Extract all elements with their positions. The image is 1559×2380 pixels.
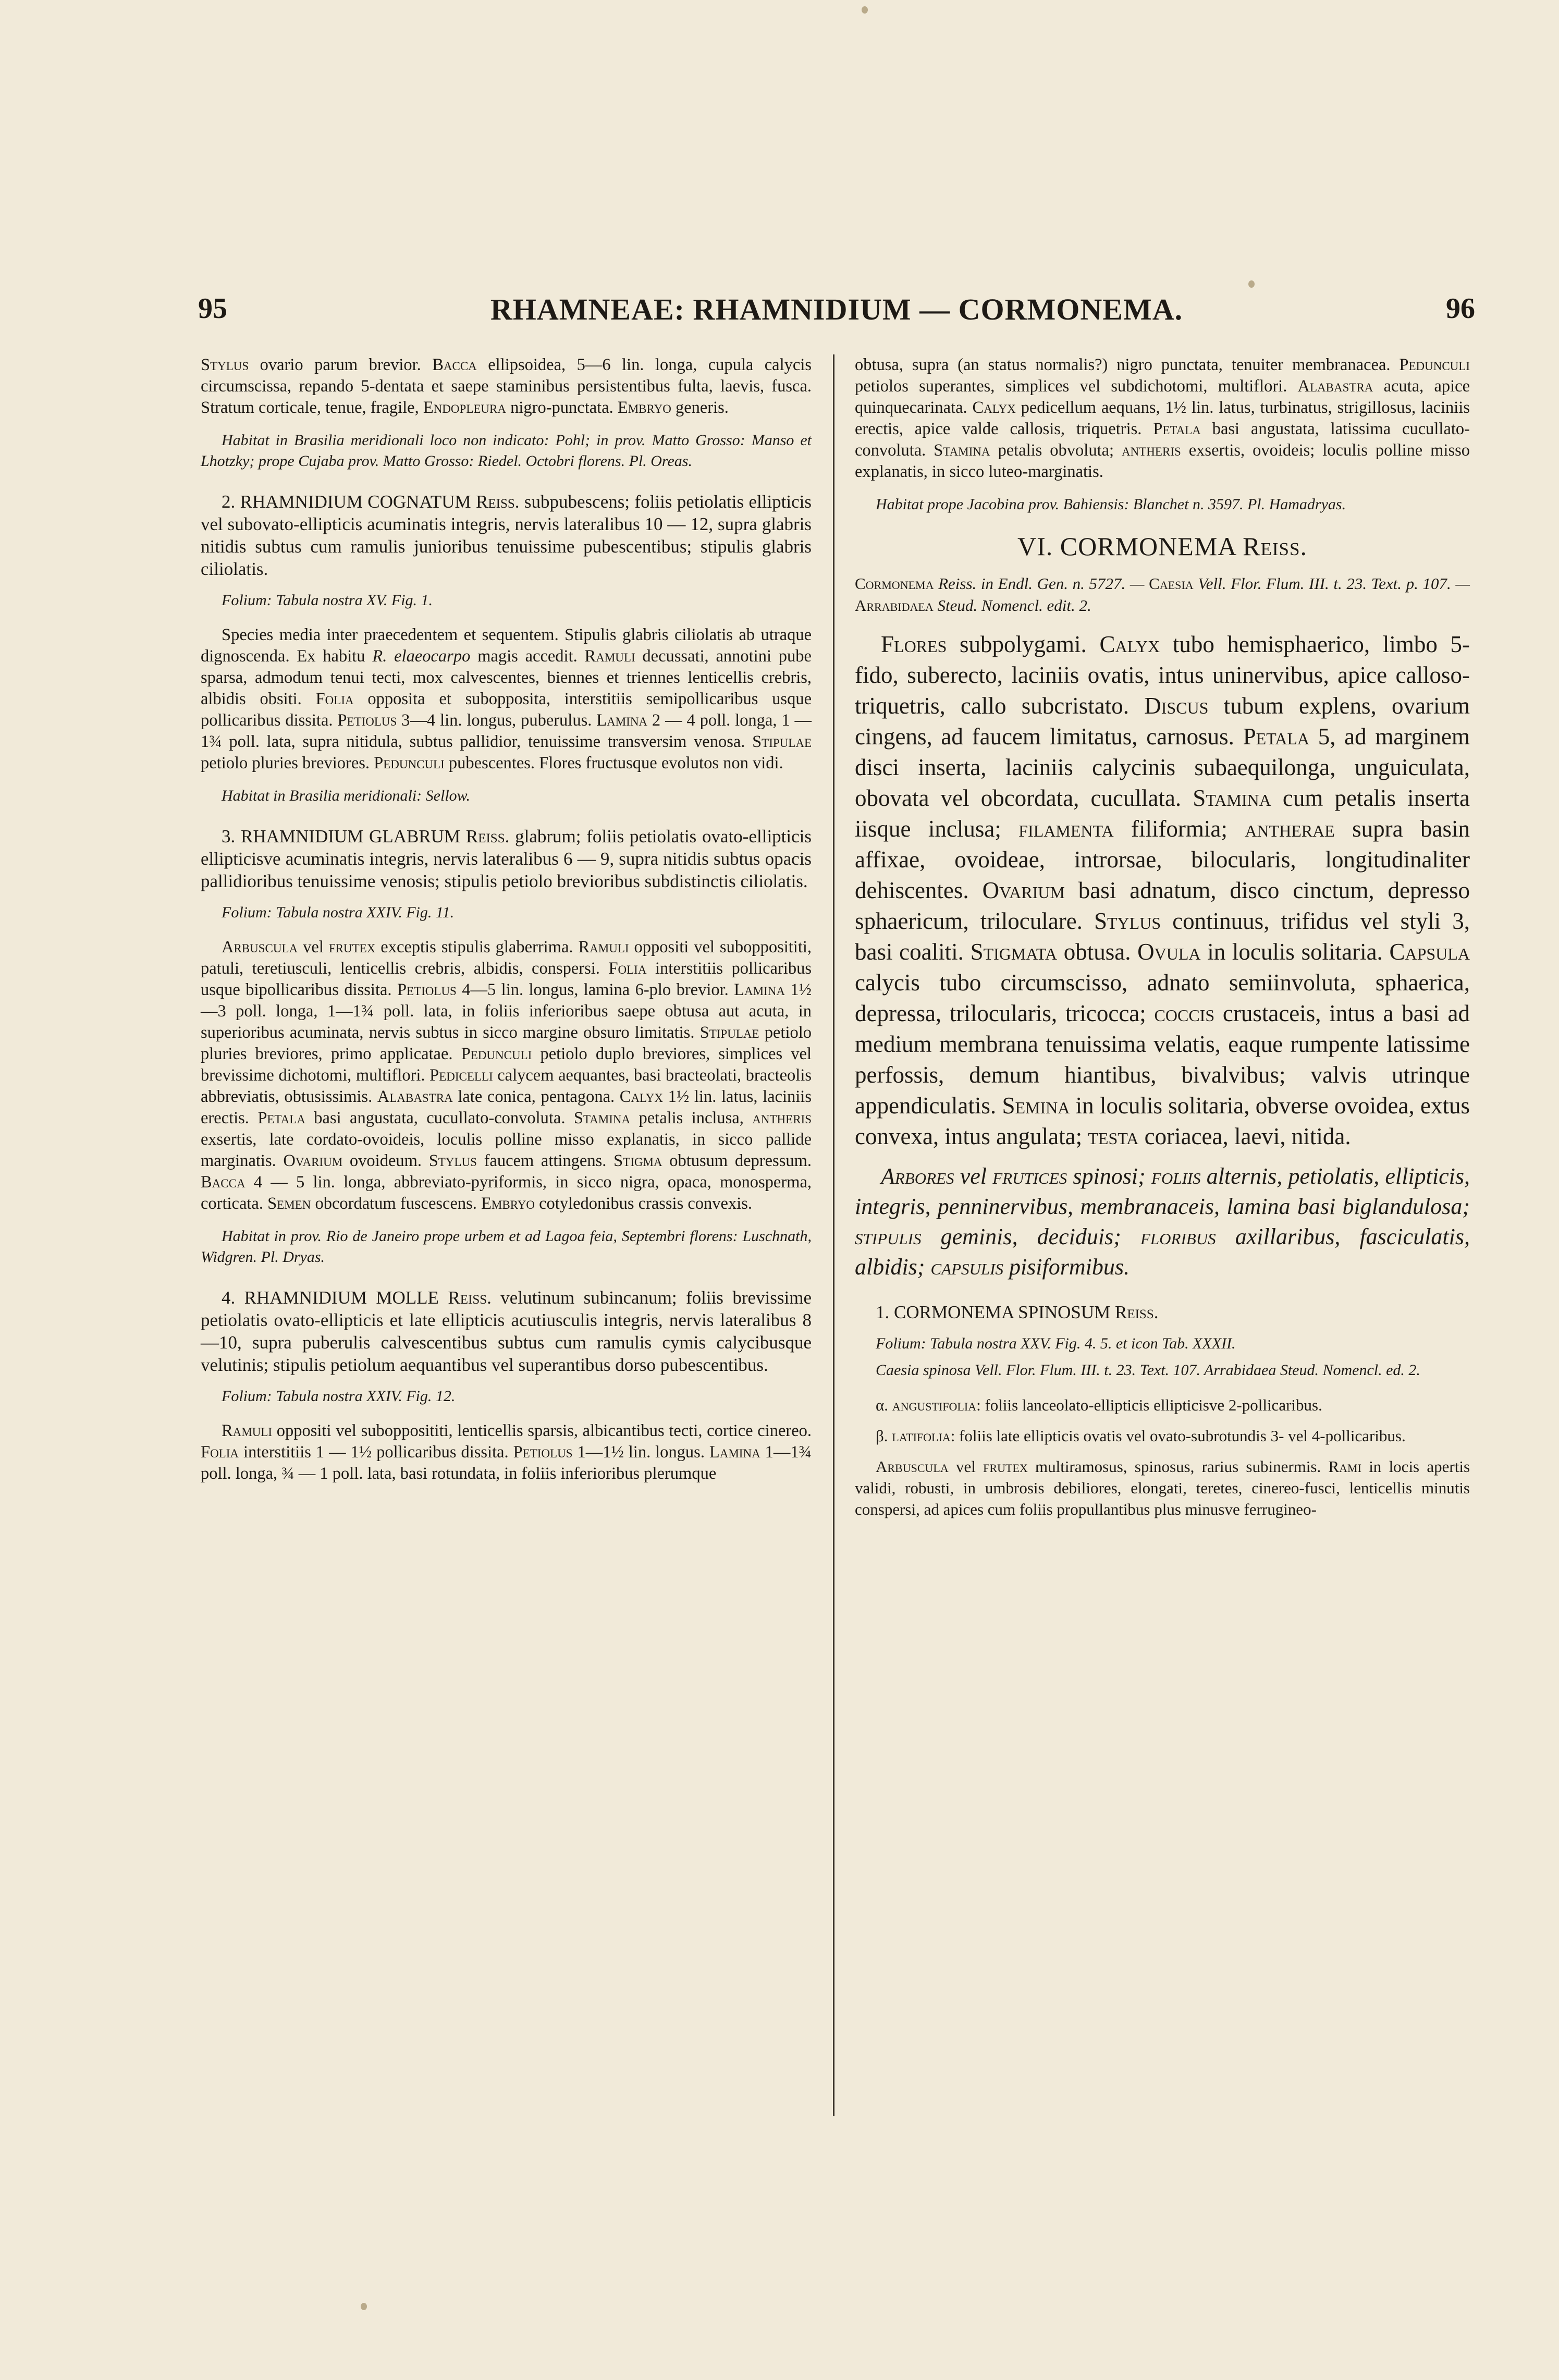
page-speck: [862, 6, 868, 14]
genus-heading: VI. CORMONEMA Reiss.: [1017, 532, 1307, 561]
column-rule: [833, 354, 834, 2116]
paragraph: Ramuli oppositi vel subopposititi, lenticellis sparsis, albicantibus tecti, cortice cinereo. Folia interstitiis 1 — 1½ pollicaribus dissita. Petiolus 1—1½ lin. longus. Lamina 1—1¾ poll. longa, ¾ — 1 poll. lata, basi rotundata, in foliis inferioribus plerumque: [201, 1421, 812, 1483]
running-title: RHAMNEAE: RHAMNIDIUM — CORMONEMA.: [490, 292, 1183, 326]
habitat-note: Habitat prope Jacobina prov. Bahiensis: Blanchet n. 3597. Pl. Hamadryas.: [876, 496, 1346, 513]
paragraph: Species media inter praecedentem et sequentem. Stipulis glabris ciliolatis ab utraque dignoscenda. Ex habitu R. elaeocarpo magis accedit. Ramuli decussati, annotini pube sparsa, admodum tenui tecti, mox calvescentes, biennes et triennes lenticellis crebris, albidis obsiti. Folia opposita et subopposita, interstitiis semipollicaribus usque pollicaribus dissita. Petiolus 3—4 lin. longus, puberulus. Lamina 2 — 4 poll. longa, 1 — 1¾ poll. lata, supra nitidula, subtus pallidior, tenuissime transversim venosa. Stipulae petiolo pluries breviores. Pedunculi pubescentes. Flores fructusque evolutos non vidi.: [201, 625, 812, 772]
habitat-note: Habitat in Brasilia meridionali: Sellow.: [222, 787, 470, 804]
paragraph: obtusa, supra (an status normalis?) nigro punctata, tenuiter membranacea. Pedunculi petiolos superantes, simplices vel subdichotomi, multiflori. Alabastra acuta, apice quinquecarinata. Calyx pedicellum aequans, 1½ lin. latus, turbinatus, strigillosus, laciniis erectis, apice valde callosis, triquetris. Petala basi angustata, latissima cucullato-convoluta. Stamina petalis obvoluta; antheris exsertis, ovoideis; loculis polline misso explanatis, in sicco luteo-marginatis.: [855, 355, 1470, 481]
figure-reference: Folium: Tabula nostra XXIV. Fig. 11.: [222, 904, 455, 921]
synonymy: Cormonema Reiss. in Endl. Gen. n. 5727. — Caesia Vell. Flor. Flum. III. t. 23. Text. p. 107. — Arrabidaea Steud. Nomencl. edit. 2.: [855, 574, 1470, 615]
page-number-right: 96: [1446, 292, 1475, 325]
page-number-left: 95: [198, 292, 227, 325]
paragraph: Arbuscula vel frutex multiramosus, spinosus, rarius subinermis. Rami in locis apertis validi, robusti, in umbrosis debiliores, elongati, teretes, cinereo-fusci, lenticellis minutis conspersi, ad apices cum foliis propullantibus plus minusve ferrugineo-: [855, 1457, 1470, 1518]
genus-habit: Arbores vel frutices spinosi; foliis alternis, petiolatis, ellipticis, integris, penninervibus, membranaceis, lamina basi biglandulosa; stipulis geminis, deciduis; floribus axillaribus, fasciculatis, albidis; capsulis pisiformibus.: [855, 1163, 1470, 1280]
variety-alpha: α. angustifolia: foliis lanceolato-ellipticis ellipticisve 2-pollicaribus.: [876, 1396, 1322, 1414]
species-heading: 2. RHAMNIDIUM COGNATUM Reiss. subpubescens; foliis petiolatis ellipticis vel subovato-ellipticis acuminatis integris, nervis lateralibus 10 — 12, supra glabris nitidis subtus cum ramulis junioribus tenuissime pubescentibus; stipulis glabris ciliolatis.: [201, 492, 812, 579]
figure-reference: Folium: Tabula nostra XXIV. Fig. 12.: [222, 1388, 456, 1405]
running-header: [198, 292, 1475, 339]
figure-reference: Folium: Tabula nostra XV. Fig. 1.: [222, 592, 433, 609]
species-heading: 1. CORMONEMA SPINOSUM Reiss.: [876, 1302, 1159, 1322]
species-heading: 3. RHAMNIDIUM GLABRUM Reiss. glabrum; foliis petiolatis ovato-ellipticis ellipticisve acuminatis integris, nervis lateralibus 6 — 9, supra nitidis subtus opacis pallidioribus tenuissime venosis; stipulis petiolo brevioribus subdistinctis ciliolatis.: [201, 826, 812, 891]
figure-reference: Folium: Tabula nostra XXV. Fig. 4. 5. et icon Tab. XXXII.: [876, 1335, 1236, 1352]
page-speck: [361, 2303, 367, 2310]
habitat-note: Habitat in prov. Rio de Janeiro prope urbem et ad Lagoa feia, Septembri florens: Luschnath, Widgren. Pl. Dryas.: [201, 1228, 812, 1266]
genus-description: Flores subpolygami. Calyx tubo hemisphaerico, limbo 5-fido, suberecto, laciniis ovatis, intus uninervibus, apice calloso-triquetris, callo subcristato. Discus tubum explens, ovarium cingens, ad faucem limitatus, carnosus. Petala 5, ad marginem disci inserta, laciniis calycinis subaequilonga, unguiculata, obovata vel obcordata, cucullata. Stamina cum petalis inserta iisque inclusa; filamenta filiformia; antherae supra basin affixae, ovoideae, introrsae, bilocularis, longitudinaliter dehiscentes. Ovarium basi adnatum, disco cinctum, depresso sphaericum, triloculare. Stylus continuus, trifidus vel styli 3, basi coaliti. Stigmata obtusa. Ovula in loculis solitaria. Capsula calycis tubo circumscisso, adnato semiinvoluta, sphaerica, depressa, trilocularis, tricocca; coccis crustaceis, intus a basi ad medium membrana tenuissima velatis, eaque rumpente latissime perfossis, demum hiantibus, bivalvibus; valvis utrinque appendiculatis. Semina in loculis solitaria, obverse ovoidea, extus convexa, intus angulata; testa coriacea, laevi, nitida.: [855, 631, 1470, 1149]
paragraph: Arbuscula vel frutex exceptis stipulis glaberrima. Ramuli oppositi vel subopposititi, patuli, teretiusculi, lenticellis crebris, albidis, conspersi. Folia interstitiis pollicaribus usque bipollicaribus dissita. Petiolus 4—5 lin. longus, lamina 6-plo brevior. Lamina 1½—3 poll. longa, 1—1¾ poll. lata, in foliis inferioribus saepe obtusa aut acuta, in superioribus acuminata, nervis subtus in sicco margine obsuro limitatis. Stipulae petiolo pluries breviores, primo applicatae. Pedunculi petiolo duplo breviores, simplices vel brevissime dichotomi, multiflori. Pedicelli calycem aequantes, basi bracteolati, bracteolis abbreviatis, obtusissimis. Alabastra late conica, pentagona. Calyx 1½ lin. latus, laciniis erectis. Petala basi angustata, cucullato-convoluta. Stamina petalis inclusa, antheris exsertis, late cordato-ovoideis, loculis polline misso explanatis, in sicco pallide marginatis. Ovarium ovoideum. Stylus faucem attingens. Stigma obtusum depressum. Bacca 4 — 5 lin. longa, abbreviato-pyriformis, in sicco nigra, opaca, monosperma, corticata. Semen obcordatum fuscescens. Embryo cotyledonibus crassis convexis.: [201, 938, 812, 1213]
page-speck: [1248, 280, 1255, 288]
species-heading: 4. RHAMNIDIUM MOLLE Reiss. velutinum subincanum; foliis brevissime petiolatis ovato-ellipticis et late ellipticis acutiusculis integris, nervis lateralibus 8—10, supra puberulis calvescentibus subtus cum ramulis cymis calycibusque velutinis; stipulis petiolum aequantibus vel superantibus dorso pubescentibus.: [201, 1287, 812, 1375]
right-column: [855, 354, 1470, 1529]
habitat-note: Habitat in Brasilia meridionali loco non indicato: Pohl; in prov. Matto Grosso: Manso et Lhotzky; prope Cujaba prov. Matto Grosso: Riedel. Octobri florens. Pl. Oreas.: [201, 432, 812, 470]
synonymy: Caesia spinosa Vell. Flor. Flum. III. t. 23. Text. 107. Arrabidaea Steud. Nomencl. ed. 2.: [876, 1361, 1420, 1379]
variety-beta: β. latifolia: foliis late ellipticis ovatis vel ovato-subrotundis 3- vel 4-pollicaribus.: [876, 1427, 1406, 1445]
left-column: [201, 354, 812, 1494]
paragraph: Stylus ovario parum brevior. Bacca ellipsoidea, 5—6 lin. longa, cupula calycis circumscissa, repando 5-dentata et saepe staminibus persistentibus fulta, laevis, fusca. Stratum corticale, tenue, fragile, Endopleura nigro-punctata. Embryo generis.: [201, 355, 812, 417]
